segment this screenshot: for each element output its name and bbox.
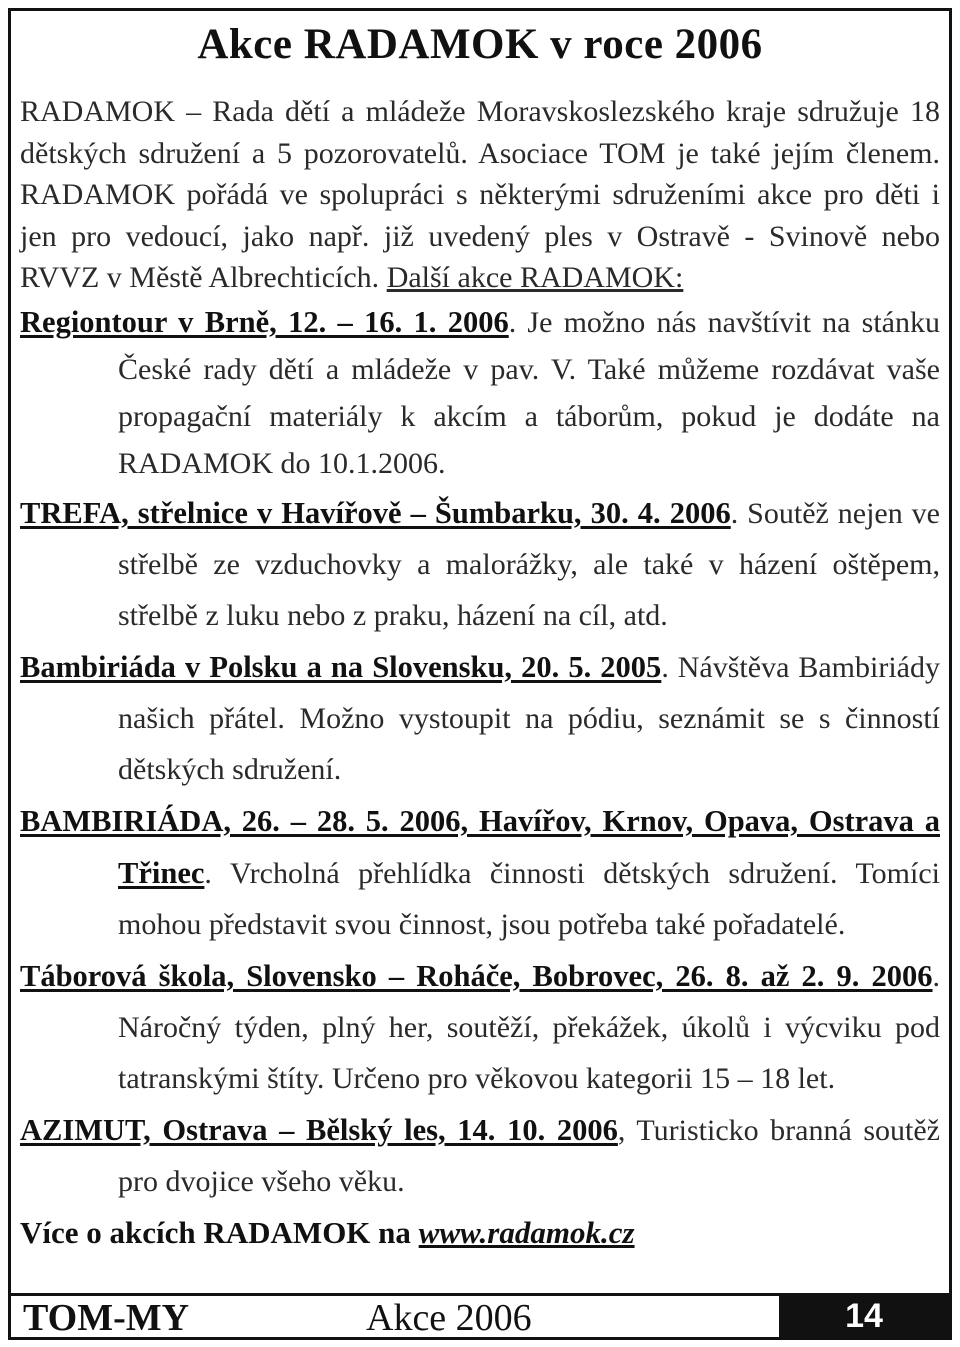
event-item <box>20 798 940 953</box>
page-title: Akce RADAMOK v roce 2006 <box>197 21 763 68</box>
event-item <box>20 644 940 798</box>
more-events-link[interactable]: Další akce RADAMOK: <box>386 261 684 295</box>
event-description: . Návštěva Bambiriády našich přátel. Možno vystoupit na pódiu, seznámit se s činností dětských sdružení. <box>118 650 940 786</box>
article-body <box>20 91 940 1256</box>
event-description: . Náročný týden, plný her, soutěží, překážek, úkolů i výcviku pod tatranskými štíty. Určeno pro věkovou kategorii 15 – 18 let. <box>118 959 940 1095</box>
event-description: . Je možno nás navštívit na stánku České rady dětí a mládeže v pav. V. Také můžeme rozdávat vaše propagační materiály k akcím a táborům, pokud je dodáte na RADAMOK do 10.1.2006. <box>118 305 940 480</box>
event-title: BAMBIRIÁDA, 26. – 28. 5. 2006, Havířov, Krnov, Opava, Ostrava a Třinec <box>20 803 940 890</box>
event-title: Bambiriáda v Polsku a na Slovensku, 20. 5. 2005 <box>20 649 662 684</box>
page-footer <box>8 1296 952 1340</box>
more-info-text: Více o akcích RADAMOK na <box>20 1214 419 1250</box>
footer-brand: TOM-MY <box>23 1297 190 1339</box>
event-description: . Vrcholná přehlídka činnosti dětských sdružení. Tomíci mohou představit svou činnost, jsou potřeba také pořadatelé. <box>118 856 940 941</box>
event-description: , Turisticko branná soutěž pro dvojice všeho věku. <box>118 1113 940 1198</box>
event-item <box>20 299 940 490</box>
website-link[interactable]: www.radamok.cz <box>418 1214 635 1250</box>
intro-paragraph <box>20 91 940 299</box>
event-description: . Soutěž nejen ve střelbě ze vzduchovky a malorážky, ale také v házení oštěpem, střelbě z luku nebo z praku, házení na cíl, atd. <box>118 496 940 632</box>
more-info-line <box>20 1210 940 1256</box>
footer-section-title: Akce 2006 <box>366 1297 532 1339</box>
intro-text: RADAMOK – Rada dětí a mládeže Moravskoslezského kraje sdružuje 18 dětských sdružení a 5 pozorovatelů. Asociace TOM je také jejím členem. RADAMOK pořádá ve spolupráci s některými sdruženími akce pro děti i jen pro vedoucí, jako např. již uvedený ples v Ostravě - Svinově nebo RVVZ v Městě Albrechticích. <box>20 95 940 295</box>
event-title: Regiontour v Brně, 12. – 16. 1. 2006 <box>20 304 509 339</box>
event-item <box>20 1107 940 1210</box>
event-item <box>20 953 940 1107</box>
event-title: AZIMUT, Ostrava – Bělský les, 14. 10. 2006 <box>20 1112 618 1147</box>
event-title: TREFA, střelnice v Havířově – Šumbarku, 30. 4. 2006 <box>20 495 731 530</box>
page-number: 14 <box>779 1296 949 1337</box>
event-title: Táborová škola, Slovensko – Roháče, Bobrovec, 26. 8. až 2. 9. 2006 <box>20 958 933 993</box>
event-item <box>20 490 940 644</box>
